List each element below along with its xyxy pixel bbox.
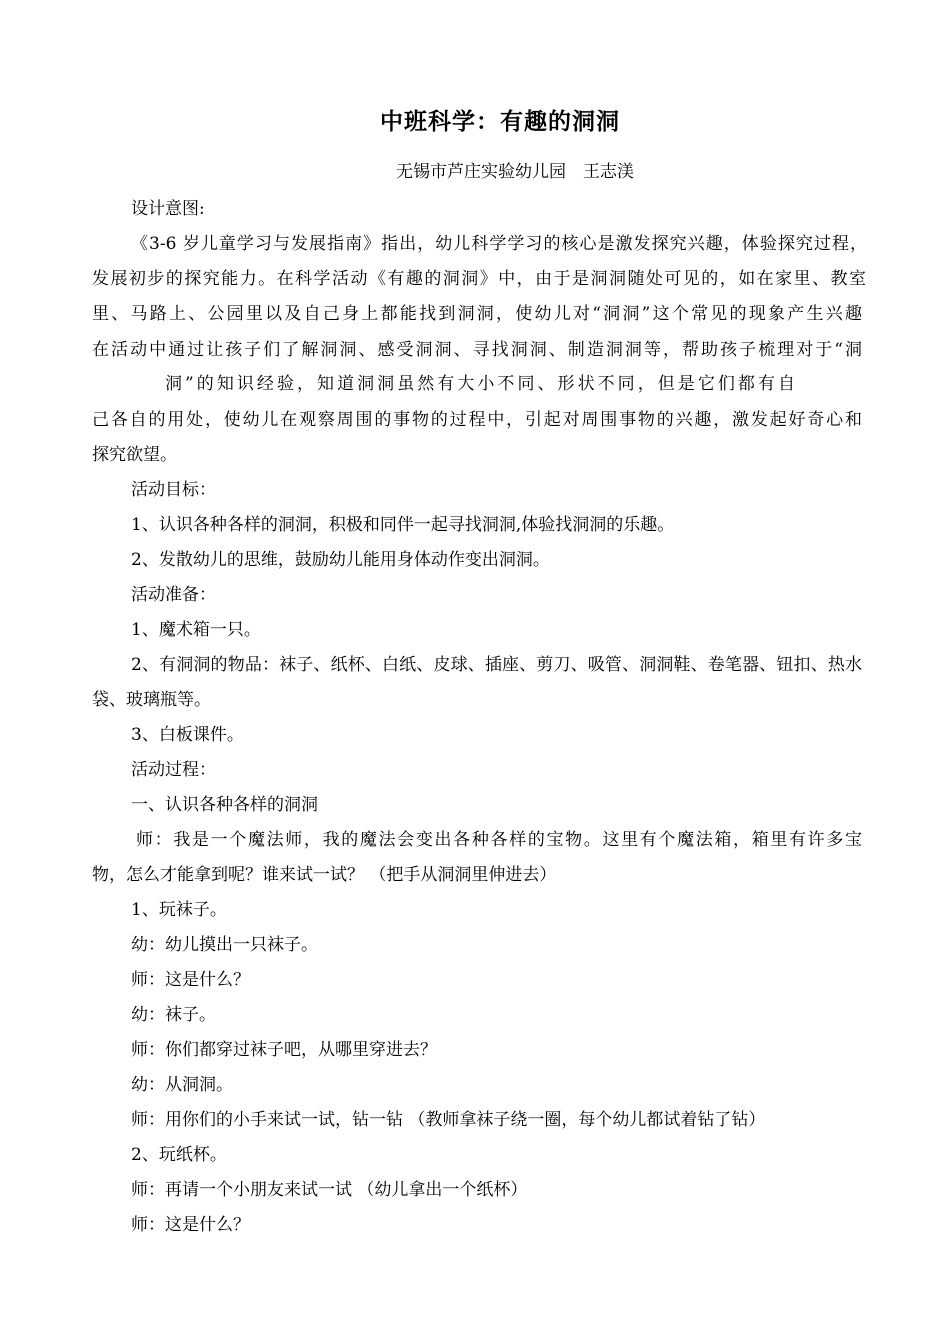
dialogue-line: 物，怎么才能拿到呢？谁来试一试？ （把手从洞洞里伸进去） [92,865,557,885]
list-item: 2、玩纸杯。 [131,1145,227,1165]
list-item: 3、白板课件。 [131,725,244,745]
list-item: 2、有洞洞的物品：袜子、纸杯、白纸、皮球、插座、剪刀、吸管、洞洞鞋、卷笔器、钮扣、热水 [131,655,862,675]
author-line: 无锡市芦庄实验幼儿园 王志渼 [396,162,634,182]
dialogue-line: 幼：从洞洞。 [131,1075,233,1095]
section-heading-objectives: 活动目标： [131,480,216,500]
paragraph-line: 己各自的用处，使幼儿在观察周围的事物的过程中，引起对周围事物的兴趣，激发起好奇心和 [92,410,862,430]
dialogue-line: 师：这是什么？ [131,1215,250,1235]
page-title: 中班科学：有趣的洞洞 [380,109,620,135]
paragraph-line: 探究欲望。 [92,445,177,465]
dialogue-line: 师：我是一个魔法师，我的魔法会变出各种各样的宝物。这里有个魔法箱，箱里有许多宝 [136,830,862,850]
section-heading-preparation: 活动准备： [131,585,216,605]
list-item: 袋、玻璃瓶等。 [92,690,211,710]
subsection-heading: 一、认识各种各样的洞洞 [131,795,318,815]
list-item: 1、认识各种各样的洞洞，积极和同伴一起寻找洞洞,体验找洞洞的乐趣。 [131,515,675,535]
dialogue-line: 幼：袜子。 [131,1005,216,1025]
paragraph-line: 《3-6 岁儿童学习与发展指南》指出，幼儿科学学习的核心是激发探究兴趣，体验探究过程， [131,234,867,254]
paragraph-line: 发展初步的探究能力。在科学活动《有趣的洞洞》中，由于是洞洞随处可见的，如在家里、教室 [92,269,866,289]
list-item: 1、魔术箱一只。 [131,620,261,640]
dialogue-line: 师：再请一个小朋友来试一试 （幼儿拿出一个纸杯） [131,1180,528,1200]
dialogue-line: 师：这是什么？ [131,970,250,990]
list-item: 2、发散幼儿的思维，鼓励幼儿能用身体动作变出洞洞。 [131,550,550,570]
paragraph-line: 里、马路上、公园里以及自己身上都能找到洞洞，使幼儿对“洞洞”这个常见的现象产生兴趣 [92,304,862,324]
paragraph-line: 洞”的知识经验，知道洞洞虽然有大小不同、形状不同，但是它们都有自 [165,374,795,394]
dialogue-line: 幼：幼儿摸出一只袜子。 [131,935,318,955]
dialogue-line: 师：用你们的小手来试一试，钻一钻 （教师拿袜子绕一圈，每个幼儿都试着钻了钻） [131,1110,766,1130]
dialogue-line: 师：你们都穿过袜子吧，从哪里穿进去？ [131,1040,437,1060]
paragraph-line: 在活动中通过让孩子们了解洞洞、感受洞洞、寻找洞洞、制造洞洞等，帮助孩子梳理对于“洞 [92,340,862,360]
section-heading-design-intent: 设计意图: [131,199,205,219]
list-item: 1、玩袜子。 [131,900,227,920]
section-heading-process: 活动过程： [131,760,216,780]
